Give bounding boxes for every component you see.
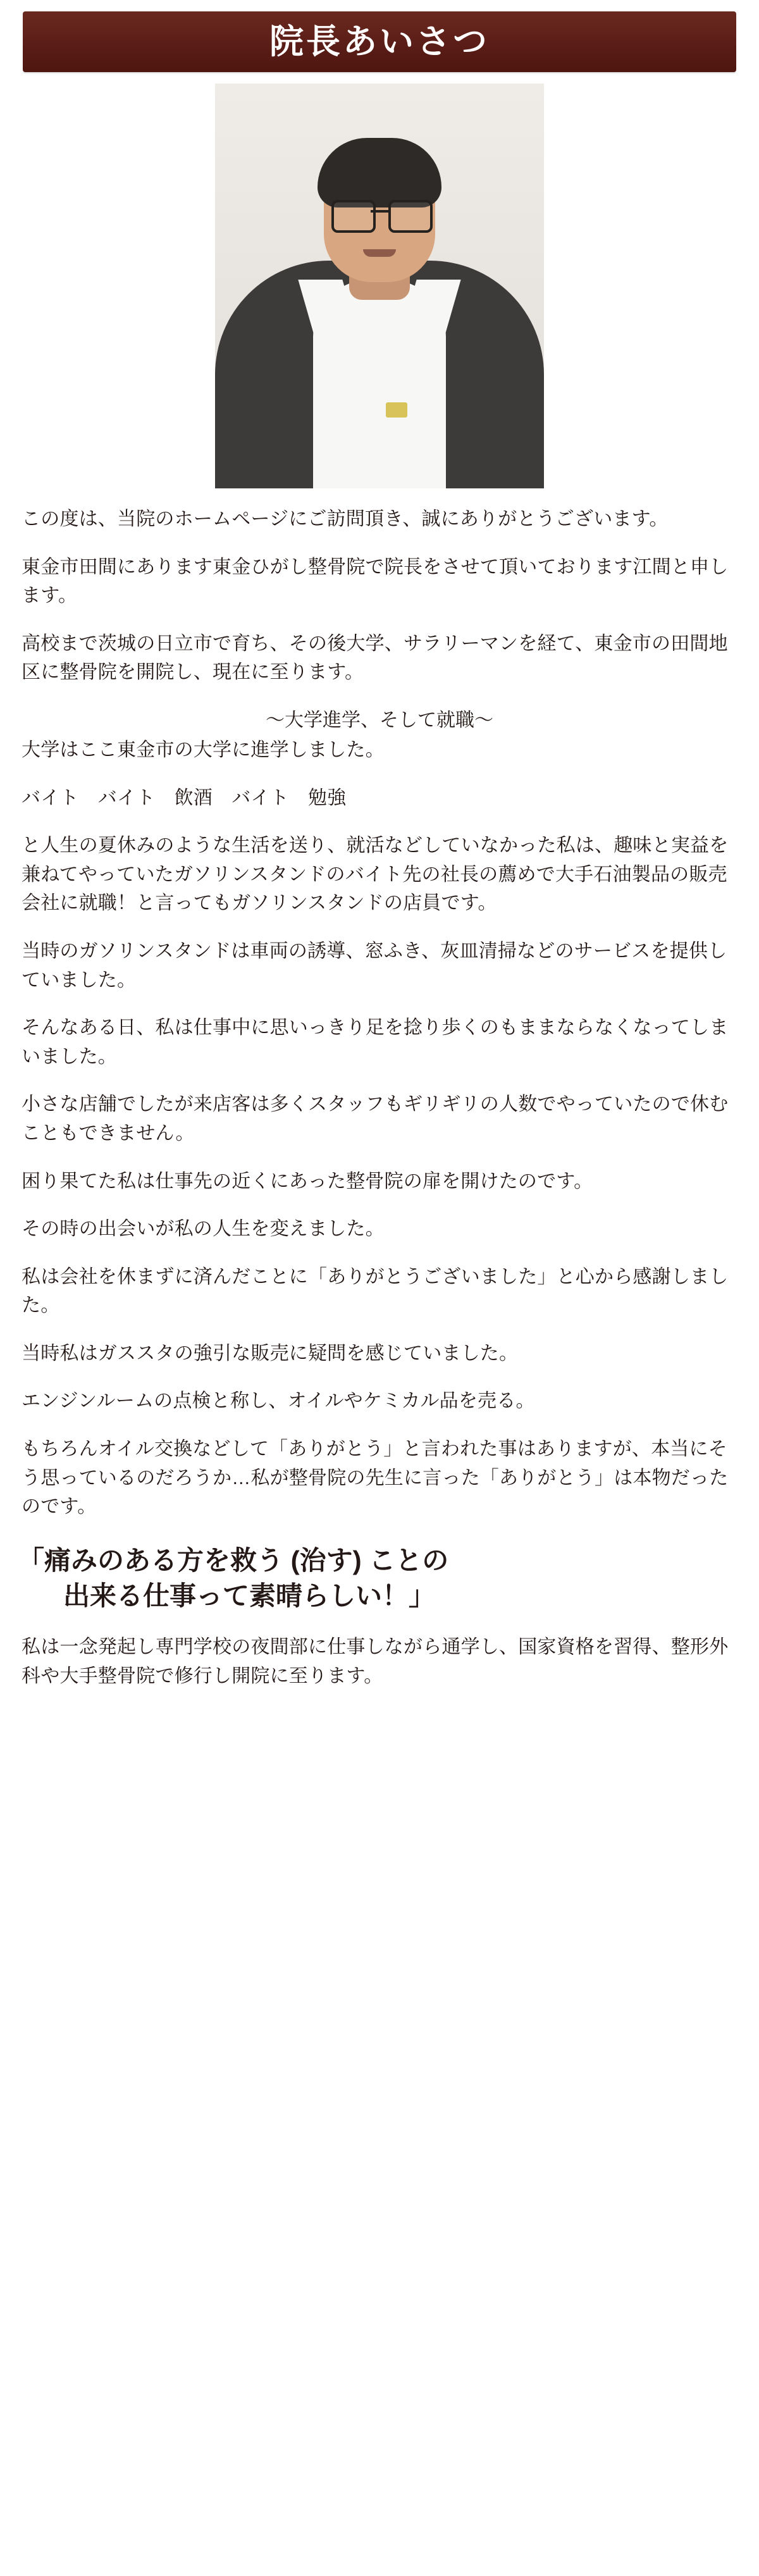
paragraph-engine-room: エンジンルームの点検と称し、オイルやケミカル品を売る。: [22, 1390, 535, 1412]
paragraph-small-store: 小さな店舗でしたが来店客は多くスタッフもギリギリの人数でやっていたので休むこともできません。: [22, 1094, 729, 1144]
article-body: [22, 505, 737, 1521]
paragraph-clinic-intro: 東金市田間にあります東金ひがし整骨院で院長をさせて頂いております江間と申します。: [22, 556, 729, 607]
paragraph-gas-station-service: 当時のガソリンスタンドは車両の誘導、窓ふき、灰皿清掃などのサービスを提供していました。: [22, 940, 727, 991]
portrait-photo-wrapper: [0, 84, 759, 488]
paragraph-parttime-list: バイト バイト 飲酒 バイト 勉強: [22, 787, 347, 808]
director-portrait-photo: [215, 84, 544, 488]
highlight-quote-line-2: 出来る仕事って素晴らしい！」: [63, 1581, 436, 1611]
paragraph-job-hunting: と人生の夏休みのような生活を送り、就活などしていなかった私は、趣味と実益を兼ねてやっていたガソリンスタンドのバイト先の社長の薦めで大手石油製品の販売会社に就職！と言ってもガソリンスタンドの店員です。: [22, 835, 729, 914]
paragraph-gratitude: 私は会社を休まずに済んだことに「ありがとうございました」と心から感謝しました。: [22, 1266, 729, 1316]
paragraph-closing: 私は一念発起し専門学校の夜間部に仕事しながら通学し、国家資格を習得、整形外科や大手整骨院で修行し開院に至ります。: [22, 1637, 729, 1687]
paragraph-university: 大学はここ東金市の大学に進学しました。: [22, 739, 385, 760]
section-heading-university: 〜大学進学、そして就職〜: [266, 709, 493, 731]
page-header-banner: [23, 11, 736, 72]
paragraph-life-changed: その時の出会いが私の人生を変えました。: [22, 1218, 385, 1240]
paragraph-ankle-injury: そんなある日、私は仕事中に思いっきり足を捻り歩くのもままならなくなってしまいました。: [22, 1017, 729, 1067]
photo-mouth: [363, 249, 396, 257]
highlight-quote: [18, 1543, 741, 1614]
paragraph-visit-clinic: 困り果てた私は仕事先の近くにあった整骨院の扉を開けたのです。: [22, 1170, 593, 1192]
paragraph-intro: この度は、当院のホームページにご訪問頂き、誠にありがとうございます。: [22, 509, 669, 529]
photo-hair: [318, 138, 441, 207]
page-root: [0, 11, 759, 2576]
photo-name-badge: [386, 402, 407, 418]
photo-glasses-right-lens: [388, 200, 433, 233]
article-body-closing: [22, 1633, 737, 1690]
highlight-quote-line-1: 「痛みのある方を救う (治す) ことの: [18, 1545, 449, 1575]
paragraph-real-thanks: もちろんオイル交換などして「ありがとう」と言われた事はありますが、本当にそう思っているのだろうか…私が整骨院の先生に言った「ありがとう」は本物だったのです。: [22, 1439, 729, 1518]
photo-glasses-bridge: [371, 210, 388, 213]
page-title: 院長あいさつ: [269, 23, 490, 61]
paragraph-background: 高校まで茨城の日立市で育ち、その後大学、サラリーマンを経て、東金市の田間地区に整骨院を開院し、現在に至ります。: [22, 633, 728, 683]
photo-glasses-left-lens: [331, 200, 376, 233]
paragraph-sales-doubt: 当時私はガススタの強引な販売に疑問を感じていました。: [22, 1342, 519, 1364]
